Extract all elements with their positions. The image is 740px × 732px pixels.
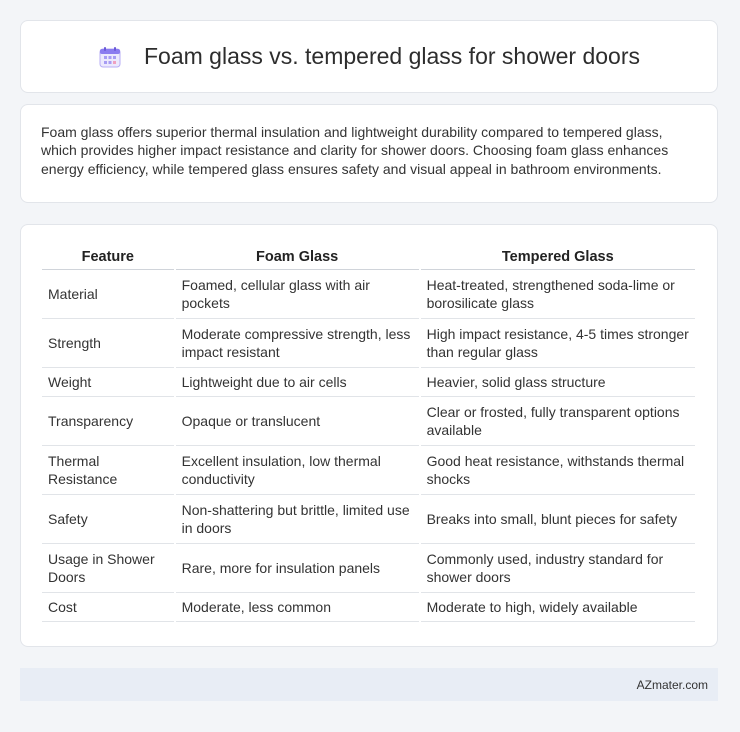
foam-glass-cell: Foamed, cellular glass with air pockets <box>176 270 419 319</box>
feature-cell: Safety <box>42 495 174 544</box>
table-row <box>42 495 695 544</box>
feature-cell: Cost <box>42 593 174 622</box>
title-row <box>21 21 717 92</box>
foam-glass-cell: Moderate, less common <box>176 593 419 622</box>
footer-brand[interactable]: AZmater.com <box>636 677 708 692</box>
column-header-feature: Feature <box>42 245 174 270</box>
feature-cell: Weight <box>42 368 174 397</box>
comparison-table <box>40 245 697 622</box>
table-row <box>42 397 695 446</box>
column-header-foam-glass: Foam Glass <box>176 245 419 270</box>
page-title: Foam glass vs. tempered glass for shower doors <box>144 43 640 69</box>
summary-card <box>20 104 718 203</box>
feature-cell: Thermal Resistance <box>42 446 174 495</box>
footer-bar <box>20 668 718 701</box>
foam-glass-cell: Lightweight due to air cells <box>176 368 419 397</box>
tempered-glass-cell: Good heat resistance, withstands thermal shocks <box>421 446 695 495</box>
tempered-glass-cell: Breaks into small, blunt pieces for safety <box>421 495 695 544</box>
feature-cell: Transparency <box>42 397 174 446</box>
feature-cell: Strength <box>42 319 174 368</box>
tempered-glass-cell: Clear or frosted, fully transparent options available <box>421 397 695 446</box>
table-row <box>42 593 695 622</box>
table-header-row <box>42 245 695 270</box>
table-row <box>42 446 695 495</box>
foam-glass-cell: Moderate compressive strength, less impact resistant <box>176 319 419 368</box>
table-row <box>42 544 695 593</box>
table-row <box>42 270 695 319</box>
foam-glass-cell: Opaque or translucent <box>176 397 419 446</box>
tempered-glass-cell: High impact resistance, 4-5 times stronger than regular glass <box>421 319 695 368</box>
comparison-table-card <box>20 224 718 647</box>
tempered-glass-cell: Moderate to high, widely available <box>421 593 695 622</box>
summary-text: Foam glass offers superior thermal insulation and lightweight durability compared to tempered glass, which provides higher impact resistance and clarity for shower doors. Choosing foam glass enhances energy efficiency, while tempered glass ensures safety and visual appeal in bathroom environments. <box>41 124 669 177</box>
table-row <box>42 368 695 397</box>
tempered-glass-cell: Heat-treated, strengthened soda-lime or borosilicate glass <box>421 270 695 319</box>
foam-glass-cell: Excellent insulation, low thermal conductivity <box>176 446 419 495</box>
calendar-icon <box>98 45 122 69</box>
foam-glass-cell: Rare, more for insulation panels <box>176 544 419 593</box>
feature-cell: Material <box>42 270 174 319</box>
feature-cell: Usage in Shower Doors <box>42 544 174 593</box>
table-row <box>42 319 695 368</box>
tempered-glass-cell: Heavier, solid glass structure <box>421 368 695 397</box>
tempered-glass-cell: Commonly used, industry standard for shower doors <box>421 544 695 593</box>
column-header-tempered-glass: Tempered Glass <box>421 245 695 270</box>
title-card <box>20 20 718 93</box>
foam-glass-cell: Non-shattering but brittle, limited use in doors <box>176 495 419 544</box>
